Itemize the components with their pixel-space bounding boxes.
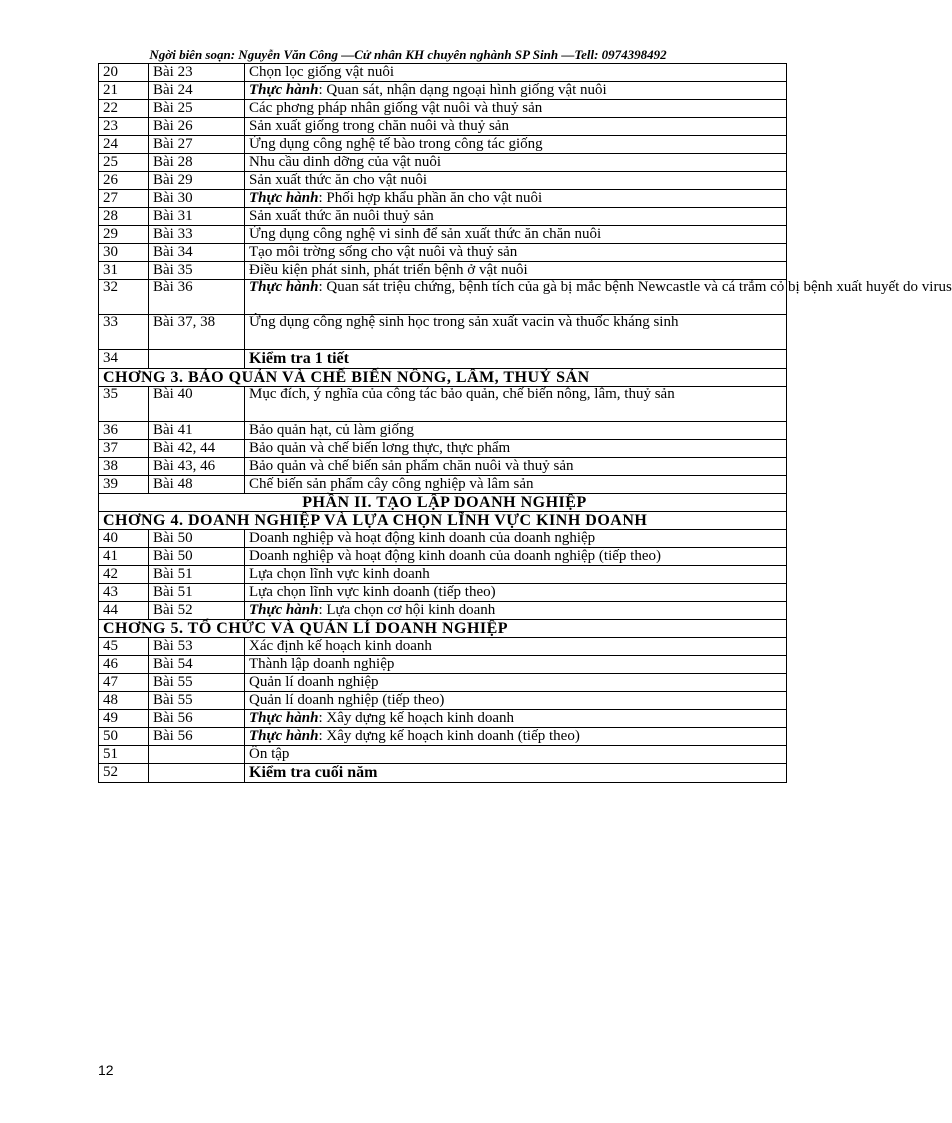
- lesson-title: [245, 262, 787, 280]
- lesson-row: [99, 350, 787, 369]
- lesson-row: [99, 64, 787, 82]
- lesson-ref: Bài 50: [149, 530, 245, 548]
- period-number: 49: [99, 710, 149, 728]
- lesson-row: [99, 440, 787, 458]
- lesson-row: [99, 262, 787, 280]
- lesson-title-text: Doanh nghiệp và hoạt động kinh doanh của doanh nghiệp: [249, 530, 596, 546]
- lesson-title: [245, 315, 787, 350]
- lesson-title-text: Các phơng pháp nhân giống vật nuôi và thuỷ sản: [249, 100, 543, 116]
- lesson-row: [99, 244, 787, 262]
- lesson-title-text: Tạo môi trờng sống cho vật nuôi và thuỷ sản: [249, 244, 518, 260]
- period-number: 46: [99, 656, 149, 674]
- lesson-title-text: Lựa chọn lĩnh vực kinh doanh: [249, 566, 430, 582]
- lesson-row: [99, 674, 787, 692]
- lesson-title-text: : Xây dựng kế hoạch kinh doanh (tiếp theo): [318, 728, 580, 744]
- lesson-title: [245, 458, 787, 476]
- lesson-title: [245, 208, 787, 226]
- lesson-ref: Bài 54: [149, 656, 245, 674]
- lesson-row: [99, 458, 787, 476]
- period-number: 36: [99, 422, 149, 440]
- lesson-title: [245, 226, 787, 244]
- period-number: 48: [99, 692, 149, 710]
- lesson-row: [99, 710, 787, 728]
- lesson-title-text: : Phối hợp khẩu phần ăn cho vật nuôi: [318, 190, 543, 206]
- period-number: 28: [99, 208, 149, 226]
- lesson-row: [99, 422, 787, 440]
- chapter-row: [99, 620, 787, 638]
- lesson-ref: Bài 50: [149, 548, 245, 566]
- lesson-title-text: Nhu cầu dinh dỡng của vật nuôi: [249, 154, 442, 170]
- lesson-title: [245, 118, 787, 136]
- chapter-row: [99, 512, 787, 530]
- lesson-title: [245, 656, 787, 674]
- lesson-row: [99, 154, 787, 172]
- lesson-title: [245, 190, 787, 208]
- lesson-title-text: Mục đích, ý nghĩa của công tác bảo quản, chế biến nông, lâm, thuỷ sản: [249, 386, 675, 402]
- lesson-title: [245, 422, 787, 440]
- lesson-title: [245, 638, 787, 656]
- period-number: 40: [99, 530, 149, 548]
- lesson-title: [245, 566, 787, 584]
- lesson-title: [245, 440, 787, 458]
- part-row: [99, 494, 787, 512]
- lesson-ref: Bài 51: [149, 566, 245, 584]
- lesson-row: [99, 208, 787, 226]
- lesson-ref: Bài 31: [149, 208, 245, 226]
- lesson-title: [245, 172, 787, 190]
- lesson-title-text: Thành lập doanh nghiệp: [249, 656, 395, 672]
- lesson-title-text: Bảo quản và chế biến lơng thực, thực phẩm: [249, 440, 511, 456]
- chapter-row: [99, 369, 787, 387]
- lesson-title-text: : Lựa chọn cơ hội kinh doanh: [318, 602, 496, 618]
- lesson-ref: Bài 27: [149, 136, 245, 154]
- lesson-ref: Bài 30: [149, 190, 245, 208]
- lesson-title-text: Bảo quản và chế biến sản phẩm chăn nuôi và thuỷ sản: [249, 458, 574, 474]
- period-number: 29: [99, 226, 149, 244]
- period-number: 27: [99, 190, 149, 208]
- chapter-heading: CHƠNG 5. TỔ CHỨC VÀ QUẢN LÍ DOANH NGHIỆP: [99, 620, 787, 638]
- practice-label: Thực hành: [249, 279, 319, 295]
- period-number: 23: [99, 118, 149, 136]
- lesson-ref: Bài 40: [149, 387, 245, 422]
- lesson-row: [99, 746, 787, 764]
- lesson-ref: Bài 42, 44: [149, 440, 245, 458]
- lesson-ref: Bài 24: [149, 82, 245, 100]
- period-number: 34: [99, 350, 149, 369]
- period-number: 37: [99, 440, 149, 458]
- lesson-title-text: Ứng dụng công nghệ tế bào trong công tác giống: [249, 136, 543, 152]
- page-header: Ngời biên soạn: Nguyễn Văn Công —Cử nhân KH chuyên nghành SP Sinh —Tell: 0974398492: [149, 47, 667, 62]
- lesson-row: [99, 548, 787, 566]
- period-number: 47: [99, 674, 149, 692]
- lesson-row: [99, 764, 787, 783]
- lesson-title-text: Lựa chọn lĩnh vực kinh doanh (tiếp theo): [249, 584, 496, 600]
- lesson-ref: Bài 23: [149, 64, 245, 82]
- lesson-title: [245, 764, 787, 783]
- practice-label: Thực hành: [249, 602, 319, 618]
- lesson-title-text: Kiểm tra 1 tiết: [249, 350, 349, 367]
- lesson-row: [99, 315, 787, 350]
- lesson-ref: [149, 764, 245, 783]
- page-number: 12: [98, 1062, 114, 1078]
- lesson-title: [245, 82, 787, 100]
- period-number: 39: [99, 476, 149, 494]
- period-number: 26: [99, 172, 149, 190]
- lesson-title: [245, 136, 787, 154]
- period-number: 45: [99, 638, 149, 656]
- lesson-plan-body: [99, 64, 952, 783]
- lesson-row: [99, 118, 787, 136]
- lesson-row: [99, 280, 787, 315]
- lesson-ref: Bài 33: [149, 226, 245, 244]
- lesson-ref: Bài 26: [149, 118, 245, 136]
- lesson-ref: Bài 56: [149, 728, 245, 746]
- lesson-ref: Bài 55: [149, 674, 245, 692]
- lesson-ref: Bài 48: [149, 476, 245, 494]
- lesson-row: [99, 602, 787, 620]
- lesson-title: [245, 692, 787, 710]
- practice-label: Thực hành: [249, 710, 319, 726]
- period-number: 50: [99, 728, 149, 746]
- lesson-title-text: Chế biến sản phẩm cây công nghiệp và lâm sản: [249, 476, 534, 492]
- period-number: 52: [99, 764, 149, 783]
- lesson-ref: Bài 28: [149, 154, 245, 172]
- period-number: 20: [99, 64, 149, 82]
- lesson-ref: [149, 350, 245, 369]
- lesson-ref: Bài 55: [149, 692, 245, 710]
- lesson-title: [245, 279, 952, 315]
- lesson-ref: Bài 43, 46: [149, 458, 245, 476]
- lesson-row: [99, 387, 787, 422]
- period-number: 25: [99, 154, 149, 172]
- period-number: 21: [99, 82, 149, 100]
- lesson-title-text: : Xây dựng kế hoạch kinh doanh: [318, 710, 515, 726]
- lesson-ref: Bài 29: [149, 172, 245, 190]
- lesson-title-text: Điều kiện phát sinh, phát triển bệnh ở vật nuôi: [249, 262, 528, 278]
- lesson-title-text: Bảo quản hạt, củ làm giống: [249, 422, 414, 438]
- lesson-title-text: : Quan sát triệu chứng, bệnh tích của gà bị mắc bệnh Newcastle và cá trắm cỏ bị bệnh xuất huyết do virus: [318, 279, 952, 295]
- lesson-title: [245, 530, 787, 548]
- lesson-ref: Bài 25: [149, 100, 245, 118]
- lesson-ref: Bài 37, 38: [149, 315, 245, 350]
- lesson-row: [99, 692, 787, 710]
- period-number: 24: [99, 136, 149, 154]
- lesson-title: [245, 602, 787, 620]
- lesson-title: [245, 100, 787, 118]
- period-number: 32: [99, 280, 149, 315]
- part-heading: PHẦN II. TẠO LẬP DOANH NGHIỆP: [99, 494, 787, 512]
- period-number: 35: [99, 387, 149, 422]
- period-number: 41: [99, 548, 149, 566]
- practice-label: Thực hành: [249, 190, 319, 206]
- lesson-title: [245, 584, 787, 602]
- lesson-ref: Bài 53: [149, 638, 245, 656]
- lesson-row: [99, 584, 787, 602]
- lesson-title-text: Ôn tập: [249, 746, 290, 762]
- period-number: 22: [99, 100, 149, 118]
- period-number: 38: [99, 458, 149, 476]
- period-number: 33: [99, 315, 149, 350]
- lesson-title-text: Sản xuất thức ăn cho vật nuôi: [249, 172, 428, 188]
- lesson-ref: [149, 746, 245, 764]
- lesson-title: [245, 244, 787, 262]
- lesson-title: [245, 548, 787, 566]
- lesson-row: [99, 172, 787, 190]
- lesson-ref: Bài 41: [149, 422, 245, 440]
- period-number: 43: [99, 584, 149, 602]
- lesson-row: [99, 476, 787, 494]
- lesson-title-text: Kiểm tra cuối năm: [249, 764, 378, 781]
- period-number: 44: [99, 602, 149, 620]
- lesson-plan-table: [98, 63, 952, 783]
- lesson-title: [245, 350, 787, 369]
- lesson-ref: Bài 36: [149, 280, 245, 315]
- lesson-row: [99, 530, 787, 548]
- lesson-title: [245, 387, 787, 422]
- lesson-title-text: Ứng dụng công nghệ sinh học trong sản xuất vacin và thuốc kháng sinh: [249, 314, 679, 330]
- lesson-row: [99, 728, 787, 746]
- period-number: 30: [99, 244, 149, 262]
- lesson-ref: Bài 52: [149, 602, 245, 620]
- lesson-row: [99, 226, 787, 244]
- lesson-row: [99, 656, 787, 674]
- lesson-title-text: Sản xuất thức ăn nuôi thuỷ sản: [249, 208, 434, 224]
- lesson-row: [99, 638, 787, 656]
- chapter-heading: CHƠNG 3. BẢO QUẢN VÀ CHẾ BIẾN NÔNG, LÂM, THUỶ SẢN: [99, 369, 787, 387]
- lesson-title-text: Xác định kế hoạch kinh doanh: [249, 638, 432, 654]
- period-number: 31: [99, 262, 149, 280]
- lesson-title: [245, 710, 787, 728]
- lesson-ref: Bài 56: [149, 710, 245, 728]
- practice-label: Thực hành: [249, 82, 319, 98]
- lesson-ref: Bài 35: [149, 262, 245, 280]
- lesson-row: [99, 100, 787, 118]
- chapter-heading: CHƠNG 4. DOANH NGHIỆP VÀ LỰA CHỌN LĨNH VỰC KINH DOANH: [99, 512, 787, 530]
- period-number: 42: [99, 566, 149, 584]
- lesson-title-text: Ứng dụng công nghệ vi sinh để sản xuất thức ăn chăn nuôi: [249, 226, 602, 242]
- lesson-row: [99, 566, 787, 584]
- lesson-title-text: Quản lí doanh nghiệp (tiếp theo): [249, 692, 445, 708]
- lesson-title-text: : Quan sát, nhận dạng ngoại hình giống vật nuôi: [318, 82, 607, 98]
- lesson-title: [245, 674, 787, 692]
- lesson-title-text: Doanh nghiệp và hoạt động kinh doanh của doanh nghiệp (tiếp theo): [249, 548, 661, 564]
- lesson-title: [245, 154, 787, 172]
- lesson-title-text: Quản lí doanh nghiệp: [249, 674, 379, 690]
- lesson-row: [99, 190, 787, 208]
- lesson-title: [245, 64, 787, 82]
- lesson-row: [99, 136, 787, 154]
- period-number: 51: [99, 746, 149, 764]
- lesson-title: [245, 728, 787, 746]
- lesson-title: [245, 746, 787, 764]
- lesson-title-text: Chọn lọc giống vật nuôi: [249, 64, 394, 80]
- lesson-ref: Bài 34: [149, 244, 245, 262]
- lesson-title: [245, 476, 787, 494]
- lesson-title-text: Sản xuất giống trong chăn nuôi và thuỷ sản: [249, 118, 509, 134]
- practice-label: Thực hành: [249, 728, 319, 744]
- lesson-ref: Bài 51: [149, 584, 245, 602]
- lesson-row: [99, 82, 787, 100]
